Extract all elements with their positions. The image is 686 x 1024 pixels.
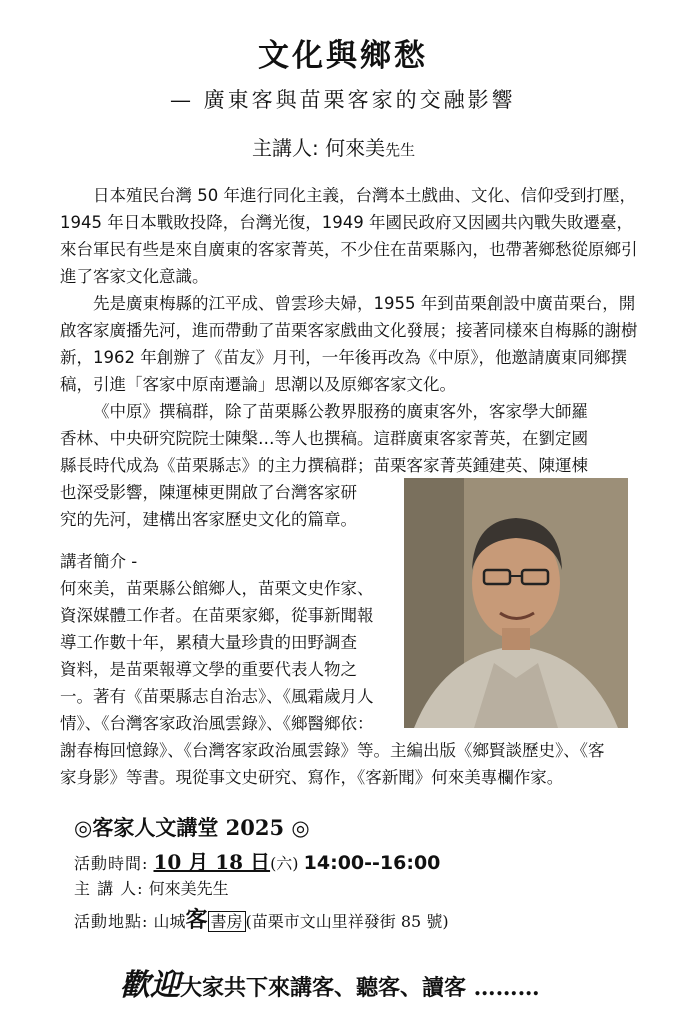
event-place-prefix: 山城: [153, 912, 186, 931]
bio-line-1: 何來美，苗栗縣公館鄉人，苗栗文史作家、: [60, 579, 374, 598]
event-weekday: (六): [270, 854, 299, 873]
article-p3-line-2: 香林、中央研究院院士陳槃…等人也撰稿。這群廣東客家菁英，在劉定國: [60, 429, 588, 448]
speaker-suffix: 先生: [385, 141, 416, 159]
welcome-line: [120, 960, 540, 1004]
event-host: 何來美先生: [148, 879, 229, 898]
event-address: (苗栗市文山里祥發街 85 號): [245, 912, 449, 931]
event-time-label: 活動時間:: [74, 854, 149, 873]
bio-line-8: 家身影》等書。現從事文史研究、寫作，《客新聞》何來美專欄作家。: [60, 768, 564, 787]
bio-line-5: 一。著有《苗栗縣志自治志》、《風霜歲月人: [60, 687, 374, 706]
event-place-row: [74, 903, 449, 934]
page-subtitle: — 廣東客與苗栗客家的交融影響: [170, 88, 516, 112]
bio-line-4: 資料，是苗栗報導文學的重要代表人物之: [60, 660, 357, 679]
bio-line-3: 導工作數十年，累積大量珍貴的田野調查: [60, 633, 357, 652]
bio-line-6: 情》、《台灣客家政治風雲錄》、《鄉醫鄉依：: [60, 714, 374, 733]
event-date: 10 月 18 日: [153, 850, 271, 874]
bio-line-7: 謝春梅回憶錄》、《台灣客家政治風雲錄》等。主編出版《鄉賢談歷史》、《客: [60, 741, 605, 760]
speaker-line: [252, 132, 415, 161]
event-host-row: [74, 876, 229, 899]
article-paragraph-2: 先是廣東梅縣的江平成、曾雲珍夫婦，1955 年到苗栗創設中廣苗栗台，開啟客家廣播先河，進而帶動了苗栗客家戲曲文化發展；接著同樣來自梅縣的謝樹新，1962 年創辦了《苗友》月刊，一年後再改為《中原》，他邀請廣東同鄉撰稿，引進「客家中原南遷論」思潮以及原鄉客家文化。: [60, 294, 638, 394]
article-p3-line-4: 也深受影響，陳運棟更開啟了台灣客家研: [60, 483, 357, 502]
bio-wide-block: [60, 737, 640, 791]
speaker-photo-illustration: [404, 478, 628, 728]
event-time-row: [74, 846, 440, 875]
event-place-label: 活動地點:: [74, 912, 149, 931]
event-title: ◎客家人文講堂 2025 ◎: [74, 815, 310, 840]
bio-heading: 講者簡介 -: [60, 552, 138, 571]
event-host-label: 主 講 人:: [74, 879, 144, 898]
speaker-label: 主講人: 何來美: [252, 136, 386, 160]
bio-narrow-block: [60, 575, 398, 737]
bio-line-2: 資深媒體工作者。在苗栗家鄉，從事新聞報: [60, 606, 374, 625]
event-hours: 14:00--16:00: [303, 852, 441, 874]
page-title: 文化與鄉愁: [258, 38, 428, 74]
speaker-photo: [404, 478, 628, 728]
welcome-big: 歡迎: [120, 968, 180, 1003]
event-place-boxed: 書房: [208, 911, 246, 932]
article-p3-line-5: 究的先河，建構出客家歷史文化的篇章。: [60, 510, 357, 529]
article-p3-line-1: 《中原》撰稿群，除了苗栗縣公教界服務的廣東客外，客家學大師羅: [93, 402, 588, 421]
article-p3-line-3: 縣長時代成為《苗栗縣志》的主力撰稿群；苗栗客家菁英鍾建英、陳運棟: [60, 456, 588, 475]
article-paragraph-1: 日本殖民台灣 50 年進行同化主義，台灣本土戲曲、文化、信仰受到打壓，1945 年日本戰敗投降，台灣光復，1949 年國民政府又因國共內戰失敗遷臺，來台軍民有些是來自廣東的客家菁英，不少住在苗栗縣內，也帶著鄉愁從原鄉引進了客家文化意識。: [60, 186, 638, 286]
event-place-big: 客: [185, 907, 208, 933]
welcome-rest: 大家共下來講客、聽客、讀客 ………: [180, 975, 540, 1001]
